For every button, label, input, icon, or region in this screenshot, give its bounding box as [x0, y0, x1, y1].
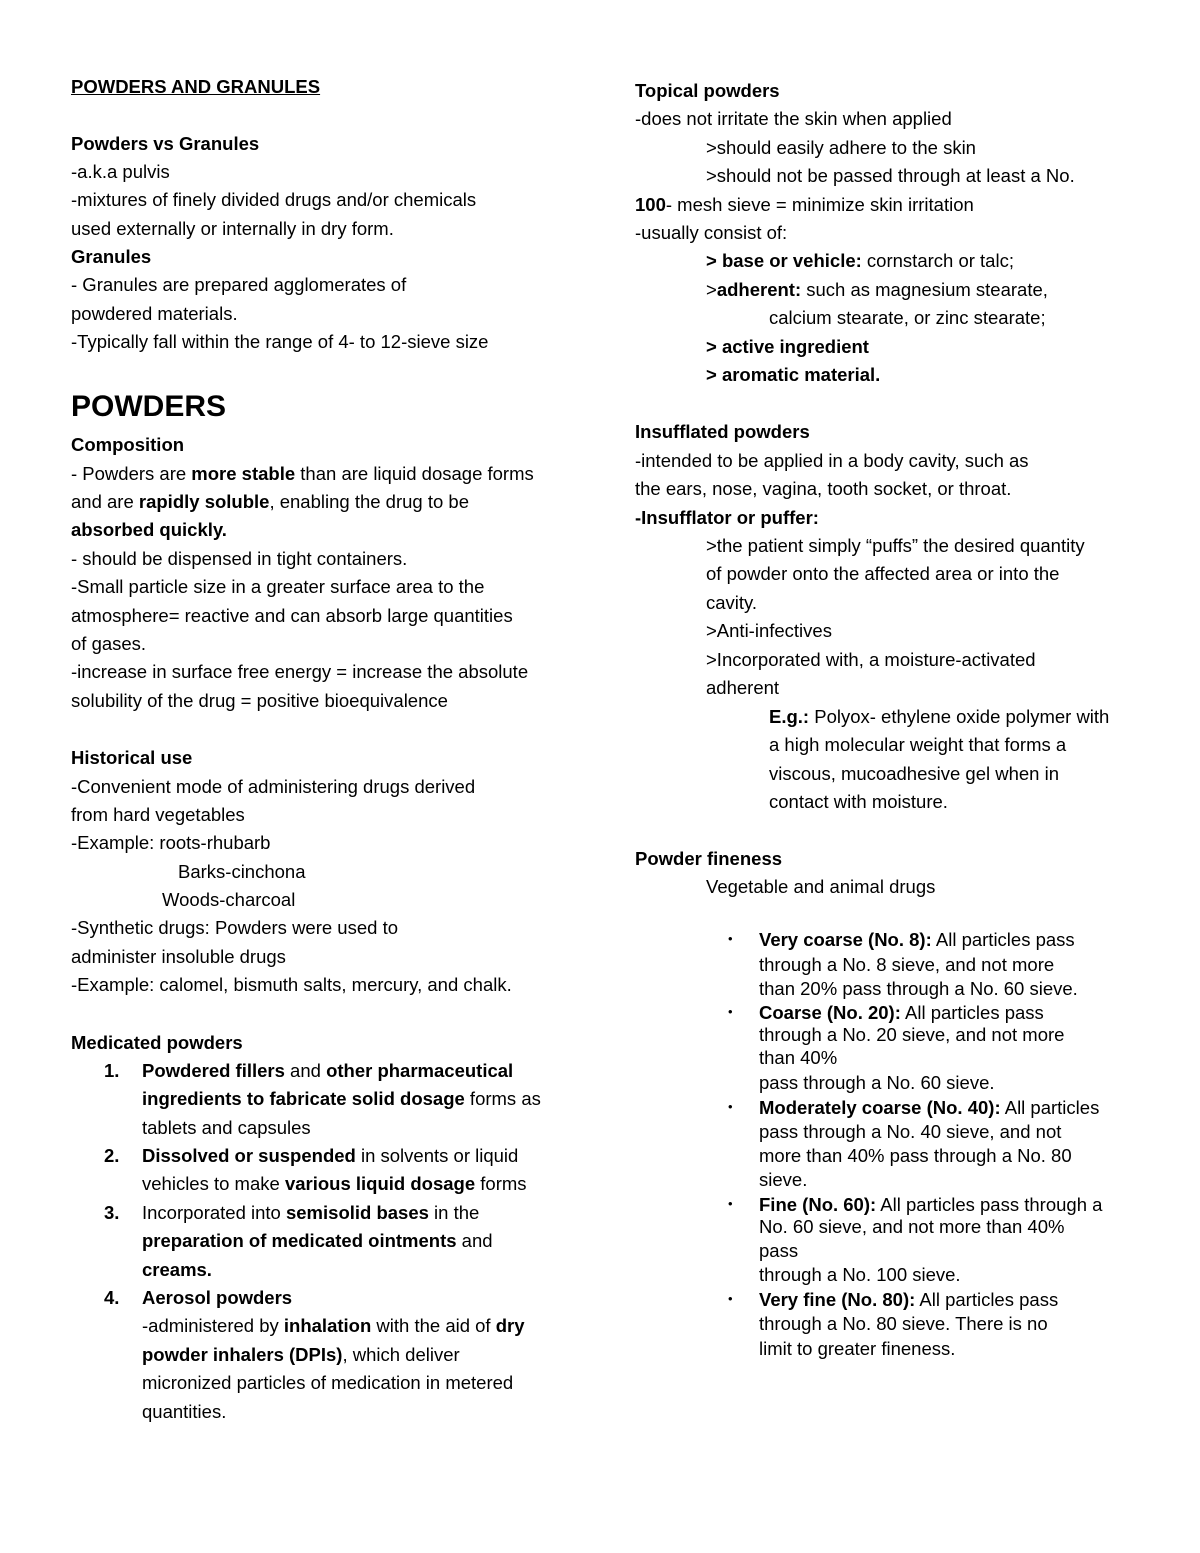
bullet-line: more than 40% pass through a No. 80 [759, 1145, 1072, 1166]
text-line: -increase in surface free energy = increase the absolute [71, 661, 529, 682]
bullet-line: than 20% pass through a No. 60 sieve. [759, 978, 1078, 999]
bullet-line: Moderately coarse (No. 40): All particles [759, 1097, 1100, 1118]
bullet-line: through a No. 20 sieve, and not more [759, 1024, 1065, 1045]
text-line: of powder onto the affected area or into the [706, 563, 1060, 584]
text-line: -Example: calomel, bismuth salts, mercury, and chalk. [71, 974, 512, 995]
granules-heading: Granules [71, 246, 152, 267]
list-item-line: micronized particles of medication in metered [142, 1372, 514, 1393]
text-line: -does not irritate the skin when applied [635, 108, 952, 129]
text-line: -Insufflator or puffer: [635, 507, 819, 528]
text-line: - Powders are more stable than are liquid dosage forms [71, 463, 534, 484]
text-line: contact with moisture. [769, 791, 948, 812]
bullet-line: Very fine (No. 80): All particles pass [759, 1289, 1059, 1310]
topical-powders-heading: Topical powders [635, 80, 780, 101]
list-number: 3. [104, 1202, 120, 1223]
bullet-line: pass through a No. 40 sieve, and not [759, 1121, 1062, 1142]
text-line: solubility of the drug = positive bioequivalence [71, 690, 448, 711]
bullet-line: pass through a No. 60 sieve. [759, 1072, 995, 1093]
insufflated-powders-heading: Insufflated powders [635, 421, 810, 442]
bullet-line: through a No. 8 sieve, and not more [759, 954, 1055, 975]
bullet-icon: • [728, 1099, 733, 1114]
list-item-line: Incorporated into semisolid bases in the [142, 1202, 480, 1223]
text-line: > base or vehicle: cornstarch or talc; [706, 250, 1014, 271]
text-line: >adherent: such as magnesium stearate, [706, 279, 1048, 300]
text-line: calcium stearate, or zinc stearate; [769, 307, 1046, 328]
bullet-line: than 40% [759, 1047, 838, 1068]
text-line: E.g.: Polyox- ethylene oxide polymer with [769, 706, 1110, 727]
text-line: -mixtures of finely divided drugs and/or chemicals [71, 189, 477, 210]
list-item-line: -administered by inhalation with the aid of dry [142, 1315, 525, 1336]
list-number: 2. [104, 1145, 120, 1166]
bullet-line: limit to greater fineness. [759, 1338, 956, 1359]
powder-fineness-heading: Powder fineness [635, 848, 783, 869]
text-line: >should easily adhere to the skin [706, 137, 976, 158]
text-line: Vegetable and animal drugs [706, 876, 936, 897]
list-item-line: creams. [142, 1259, 212, 1280]
text-line: cavity. [706, 592, 758, 613]
text-line: adherent [706, 677, 780, 698]
text-line: powdered materials. [71, 303, 238, 324]
text-line: -Typically fall within the range of 4- to 12-sieve size [71, 331, 489, 352]
text-line: of gases. [71, 633, 147, 654]
bullet-icon: • [728, 1004, 733, 1019]
text-line: -Example: roots-rhubarb [71, 832, 271, 853]
text-line: viscous, mucoadhesive gel when in [769, 763, 1059, 784]
text-line: -Convenient mode of administering drugs derived [71, 776, 476, 797]
text-line: -intended to be applied in a body cavity, such as [635, 450, 1029, 471]
text-line: absorbed quickly. [71, 519, 227, 540]
list-item-line: Aerosol powders [142, 1287, 293, 1308]
list-item-line: vehicles to make various liquid dosage forms [142, 1173, 527, 1194]
bullet-line: Fine (No. 60): All particles pass through a [759, 1194, 1103, 1215]
bullet-icon: • [728, 1196, 733, 1211]
bullet-line: Very coarse (No. 8): All particles pass [759, 929, 1075, 950]
powders-heading: POWDERS [71, 390, 227, 423]
bullet-line: pass [759, 1240, 799, 1261]
text-line: >the patient simply “puffs” the desired quantity [706, 535, 1085, 556]
list-item-line: tablets and capsules [142, 1117, 311, 1138]
list-item-line: powder inhalers (DPIs), which deliver [142, 1344, 460, 1365]
list-item-line: quantities. [142, 1401, 227, 1422]
list-item-line: preparation of medicated ointments and [142, 1230, 493, 1251]
powders-vs-granules-heading: Powders vs Granules [71, 133, 260, 154]
list-item-line: Powdered fillers and other pharmaceutical [142, 1060, 514, 1081]
text-line: from hard vegetables [71, 804, 245, 825]
text-line: the ears, nose, vagina, tooth socket, or throat. [635, 478, 1012, 499]
bullet-line: through a No. 80 sieve. There is no [759, 1313, 1048, 1334]
list-item-line: Dissolved or suspended in solvents or liquid [142, 1145, 519, 1166]
text-line: >Incorporated with, a moisture-activated [706, 649, 1036, 670]
text-line: and are rapidly soluble, enabling the drug to be [71, 491, 469, 512]
text-line: -Small particle size in a greater surface area to the [71, 576, 485, 597]
text-line: - should be dispensed in tight containers. [71, 548, 408, 569]
document-title: POWDERS AND GRANULES [71, 76, 321, 97]
list-number: 1. [104, 1060, 120, 1081]
text-line: administer insoluble drugs [71, 946, 286, 967]
text-line: -a.k.a pulvis [71, 161, 170, 182]
text-line: -usually consist of: [635, 222, 788, 243]
text-line: >Anti-infectives [706, 620, 832, 641]
text-line: > active ingredient [706, 336, 869, 357]
bullet-icon: • [728, 931, 733, 946]
text-line: Barks-cinchona [178, 861, 306, 882]
text-line: >should not be passed through at least a No. [706, 165, 1075, 186]
text-line: Woods-charcoal [162, 889, 296, 910]
bullet-line: sieve. [759, 1169, 808, 1190]
bullet-line: Coarse (No. 20): All particles pass [759, 1002, 1044, 1023]
historical-use-heading: Historical use [71, 747, 193, 768]
text-line: > aromatic material. [706, 364, 881, 385]
bullet-line: No. 60 sieve, and not more than 40% [759, 1216, 1065, 1237]
bullet-line: through a No. 100 sieve. [759, 1264, 961, 1285]
composition-heading: Composition [71, 434, 185, 455]
text-line: - Granules are prepared agglomerates of [71, 274, 407, 295]
text-line: atmosphere= reactive and can absorb large quantities [71, 605, 513, 626]
bullet-icon: • [728, 1291, 733, 1306]
text-line: 100- mesh sieve = minimize skin irritation [635, 194, 974, 215]
list-item-line: ingredients to fabricate solid dosage forms as [142, 1088, 541, 1109]
list-number: 4. [104, 1287, 120, 1308]
text-line: a high molecular weight that forms a [769, 734, 1067, 755]
medicated-powders-heading: Medicated powders [71, 1032, 243, 1053]
text-line: -Synthetic drugs: Powders were used to [71, 917, 398, 938]
text-line: used externally or internally in dry form. [71, 218, 394, 239]
